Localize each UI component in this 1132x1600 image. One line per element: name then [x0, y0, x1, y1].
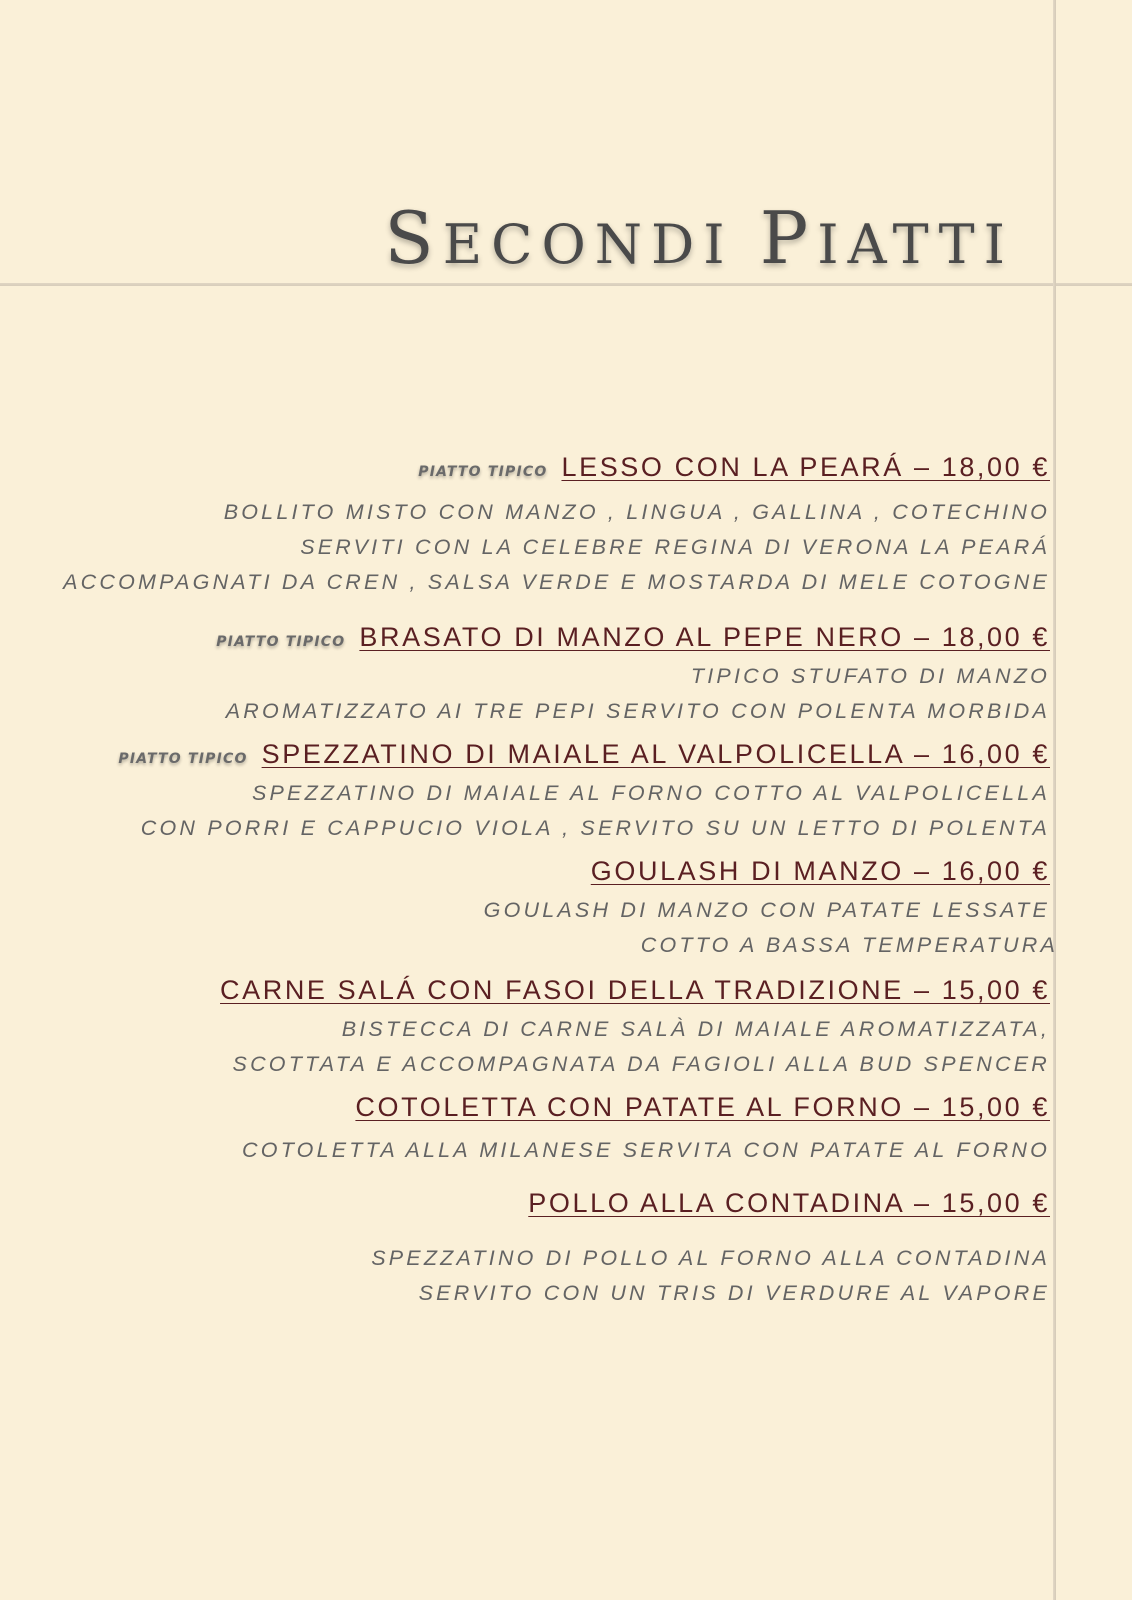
dish-description-line: COTTO A BASSA TEMPERATURA [640, 933, 1058, 957]
dish-title: CARNE SALÁ CON FASOI DELLA TRADIZIONE – 15,00 € [220, 975, 1050, 1005]
dish-title: LESSO CON LA PEARÁ – 18,00 € [561, 452, 1050, 482]
dish-title: POLLO ALLA CONTADINA – 15,00 € [528, 1188, 1050, 1218]
dish-description-line: SCOTTATA E ACCOMPAGNATA DA FAGIOLI ALLA BUD SPENCER [232, 1052, 1050, 1076]
menu-item [20, 622, 1050, 729]
dish-description-line: ACCOMPAGNATI DA CREN , SALSA VERDE E MOSTARDA DI MELE COTOGNE [63, 570, 1050, 594]
menu-item [20, 739, 1050, 846]
dish-description-line: AROMATIZZATO AI TRE PEPI SERVITO CON POLENTA MORBIDA [225, 699, 1050, 723]
vertical-divider [1053, 0, 1056, 1600]
dish-description-line: SPEZZATINO DI MAIALE AL FORNO COTTO AL VALPOLICELLA [251, 781, 1050, 805]
dish-title: COTOLETTA CON PATATE AL FORNO – 15,00 € [355, 1092, 1050, 1122]
dish-description-line: GOULASH DI MANZO CON PATATE LESSATE [483, 898, 1050, 922]
dish-title: BRASATO DI MANZO AL PEPE NERO – 18,00 € [359, 622, 1050, 652]
dish-description-line: COTOLETTA ALLA MILANESE SERVITA CON PATATE AL FORNO [242, 1138, 1050, 1162]
dish-description-line: BISTECCA DI CARNE SALÀ DI MAIALE AROMATIZZATA, [341, 1017, 1050, 1041]
horizontal-divider [0, 283, 1132, 286]
menu-item [20, 452, 1050, 600]
typical-dish-badge: PIATTO TIPICO [216, 634, 346, 650]
dish-description-line: SERVITI CON LA CELEBRE REGINA DI VERONA LA PEARÁ [300, 535, 1050, 559]
dish-title: GOULASH DI MANZO – 16,00 € [590, 856, 1050, 886]
typical-dish-badge: PIATTO TIPICO [118, 751, 248, 767]
typical-dish-badge: PIATTO TIPICO [418, 464, 548, 480]
dish-description-line: BOLLITO MISTO CON MANZO , LINGUA , GALLINA , COTECHINO [223, 500, 1050, 524]
dish-description-line: CON PORRI E CAPPUCIO VIOLA , SERVITO SU UN LETTO DI POLENTA [140, 816, 1050, 840]
page-title: SECONDI PIATTI [384, 196, 1014, 280]
menu-item [20, 1092, 1050, 1168]
menu-list [20, 452, 1058, 1311]
menu-item [20, 856, 1058, 963]
dish-description-line: TIPICO STUFATO DI MANZO [690, 664, 1050, 688]
dish-description-line: SPEZZATINO DI POLLO AL FORNO ALLA CONTADINA [371, 1246, 1050, 1270]
menu-item [20, 1188, 1050, 1311]
dish-title: SPEZZATINO DI MAIALE AL VALPOLICELLA – 16,00 € [261, 739, 1050, 769]
menu-item [20, 975, 1050, 1082]
dish-description-line: SERVITO CON UN TRIS DI VERDURE AL VAPORE [418, 1281, 1050, 1305]
